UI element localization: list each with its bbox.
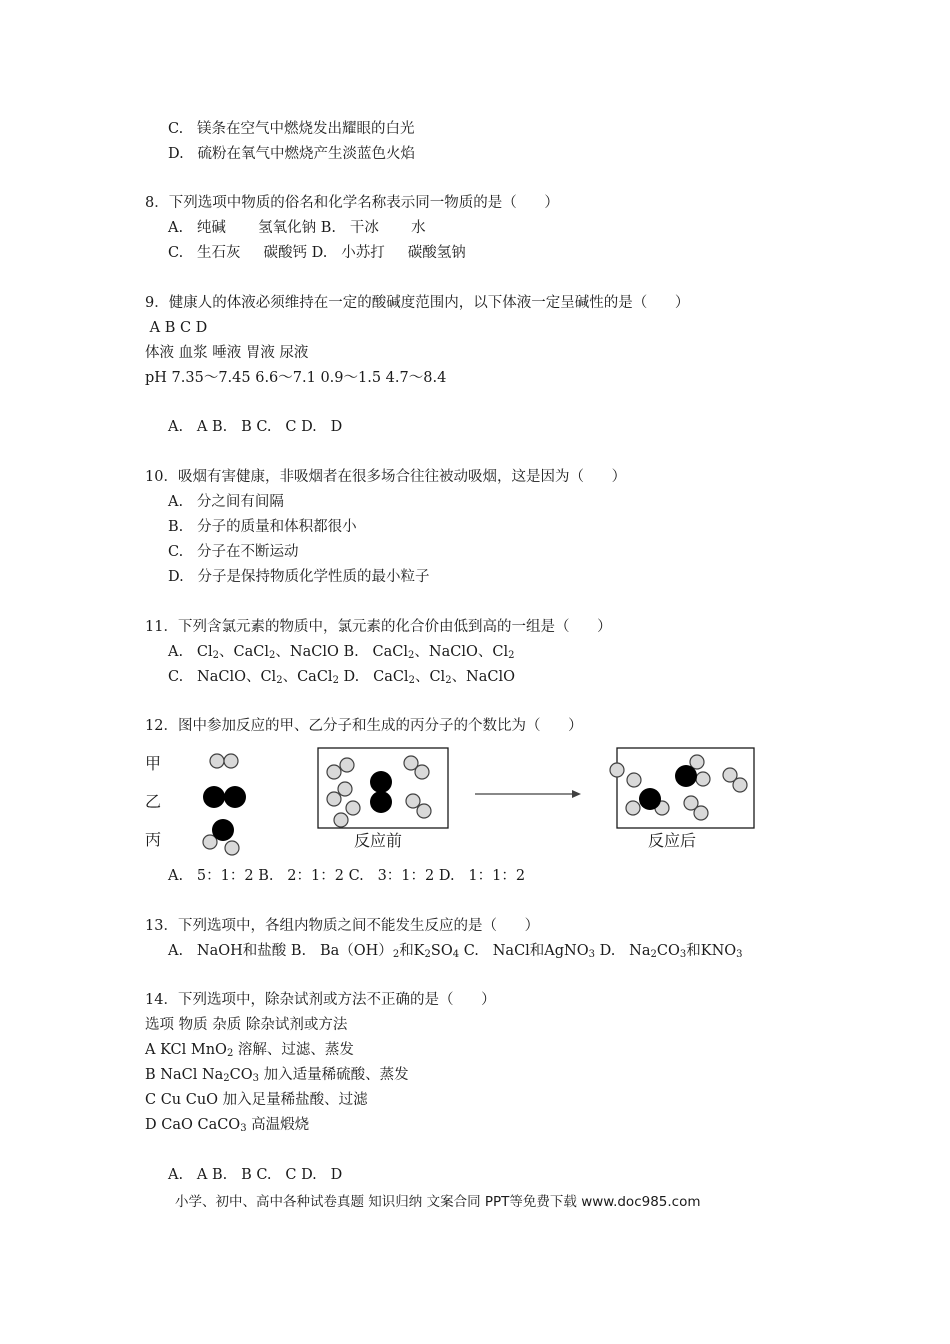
label-bing: 丙 bbox=[145, 830, 162, 849]
before-molecules bbox=[327, 756, 431, 827]
label-after: 反应后 bbox=[648, 831, 697, 850]
after-molecules bbox=[610, 755, 747, 820]
label-yi: 乙 bbox=[145, 792, 162, 811]
q11-options-row1: A. $Cl_2$、CaCl$_2$、NaClO B. CaCl$_2$、NaClO、$Cl_2$ bbox=[168, 644, 515, 661]
q14-table-row-d: D CaO CaCO$_3$ 高温煅烧 bbox=[145, 1117, 310, 1134]
q10-stem: 10．吸烟有害健康，非吸烟者在很多场合往往被动吸烟，这是因为（ ） bbox=[145, 469, 627, 485]
q10-option-c: C. 分子在不断运动 bbox=[168, 544, 299, 560]
q12-stem: 12．图中参加反应的甲、乙分子和生成的丙分子的个数比为（ ） bbox=[145, 718, 583, 734]
q10-option-b: B. 分子的质量和体积都很小 bbox=[168, 519, 357, 535]
legend-molecule-bing bbox=[203, 819, 239, 855]
q14-table-row-a: A KCl MnO$_2$ 溶解、过滤、蒸发 bbox=[145, 1042, 354, 1059]
legend-molecule-yi bbox=[203, 786, 246, 808]
q9-table-names: 体液 血浆 唾液 胃液 尿液 bbox=[145, 345, 309, 361]
q9-options: A. A B. B C. C D. D bbox=[168, 419, 343, 435]
label-before: 反应前 bbox=[354, 831, 403, 850]
q8-options-row2: C. 生石灰 碳酸钙 D. 小苏打 碳酸氢钠 bbox=[168, 245, 466, 261]
q10-option-a: A. 分之间有间隔 bbox=[168, 494, 284, 510]
q14-table-row-b: B NaCl $Na_2CO_3$ 加入适量稀硫酸、蒸发 bbox=[145, 1067, 409, 1084]
q13-stem: 13．下列选项中，各组内物质之间不能发生反应的是（ ） bbox=[145, 918, 540, 934]
q9-stem: 9．健康人的体液必须维持在一定的酸碱度范围内，以下体液一定呈碱性的是（ ） bbox=[145, 295, 690, 311]
q11-options-row2: C. NaClO、$Cl_2$、CaCl$_2$ D. CaCl$_2$、$Cl_2$、NaClO bbox=[168, 669, 516, 686]
q7-option-c: C. 镁条在空气中燃烧发出耀眼的白光 bbox=[168, 121, 415, 137]
label-jia: 甲 bbox=[145, 754, 162, 773]
reaction-arrow-icon bbox=[475, 790, 581, 798]
q14-table-header: 选项 物质 杂质 除杂试剂或方法 bbox=[145, 1017, 348, 1033]
legend-molecule-jia bbox=[210, 754, 238, 768]
footer-watermark-text: 小学、初中、高中各种试卷真题 知识归纳 文案合同 PPT等免费下载 www.doc985.com bbox=[175, 1194, 701, 1210]
q9-table-ph: pH 7.35～7.45 6.6～7.1 0.9～1.5 4.7～8.4 bbox=[145, 370, 447, 386]
q14-stem: 14．下列选项中，除杂试剂或方法不正确的是（ ） bbox=[145, 992, 496, 1008]
q12-options: A. 5：1：2 B. 2：1：2 C. 3：1：2 D. 1：1：2 bbox=[168, 868, 526, 884]
q14-table-row-c: C Cu CuO 加入足量稀盐酸、过滤 bbox=[145, 1092, 368, 1108]
q7-option-d: D. 硫粉在氧气中燃烧产生淡蓝色火焰 bbox=[168, 146, 416, 162]
q9-table-header: A B C D bbox=[145, 320, 208, 336]
q11-stem: 11．下列含氯元素的物质中，氯元素的化合价由低到高的一组是（ ） bbox=[145, 619, 612, 635]
q10-option-d: D. 分子是保持物质化学性质的最小粒子 bbox=[168, 569, 430, 585]
q14-options: A. A B. B C. C D. D bbox=[168, 1167, 343, 1183]
q13-options: A. NaOH和盐酸 B. $Ba(OH)_2$和$K_2SO_4$ C. NaCl和AgNO$_3$ D. $Na_2CO_3$和$KNO_3$ bbox=[168, 943, 743, 960]
q8-options-row1: A. 纯碱 氢氧化钠 B. 干冰 水 bbox=[168, 220, 426, 236]
q8-stem: 8．下列选项中物质的俗名和化学名称表示同一物质的是（ ） bbox=[145, 195, 559, 211]
